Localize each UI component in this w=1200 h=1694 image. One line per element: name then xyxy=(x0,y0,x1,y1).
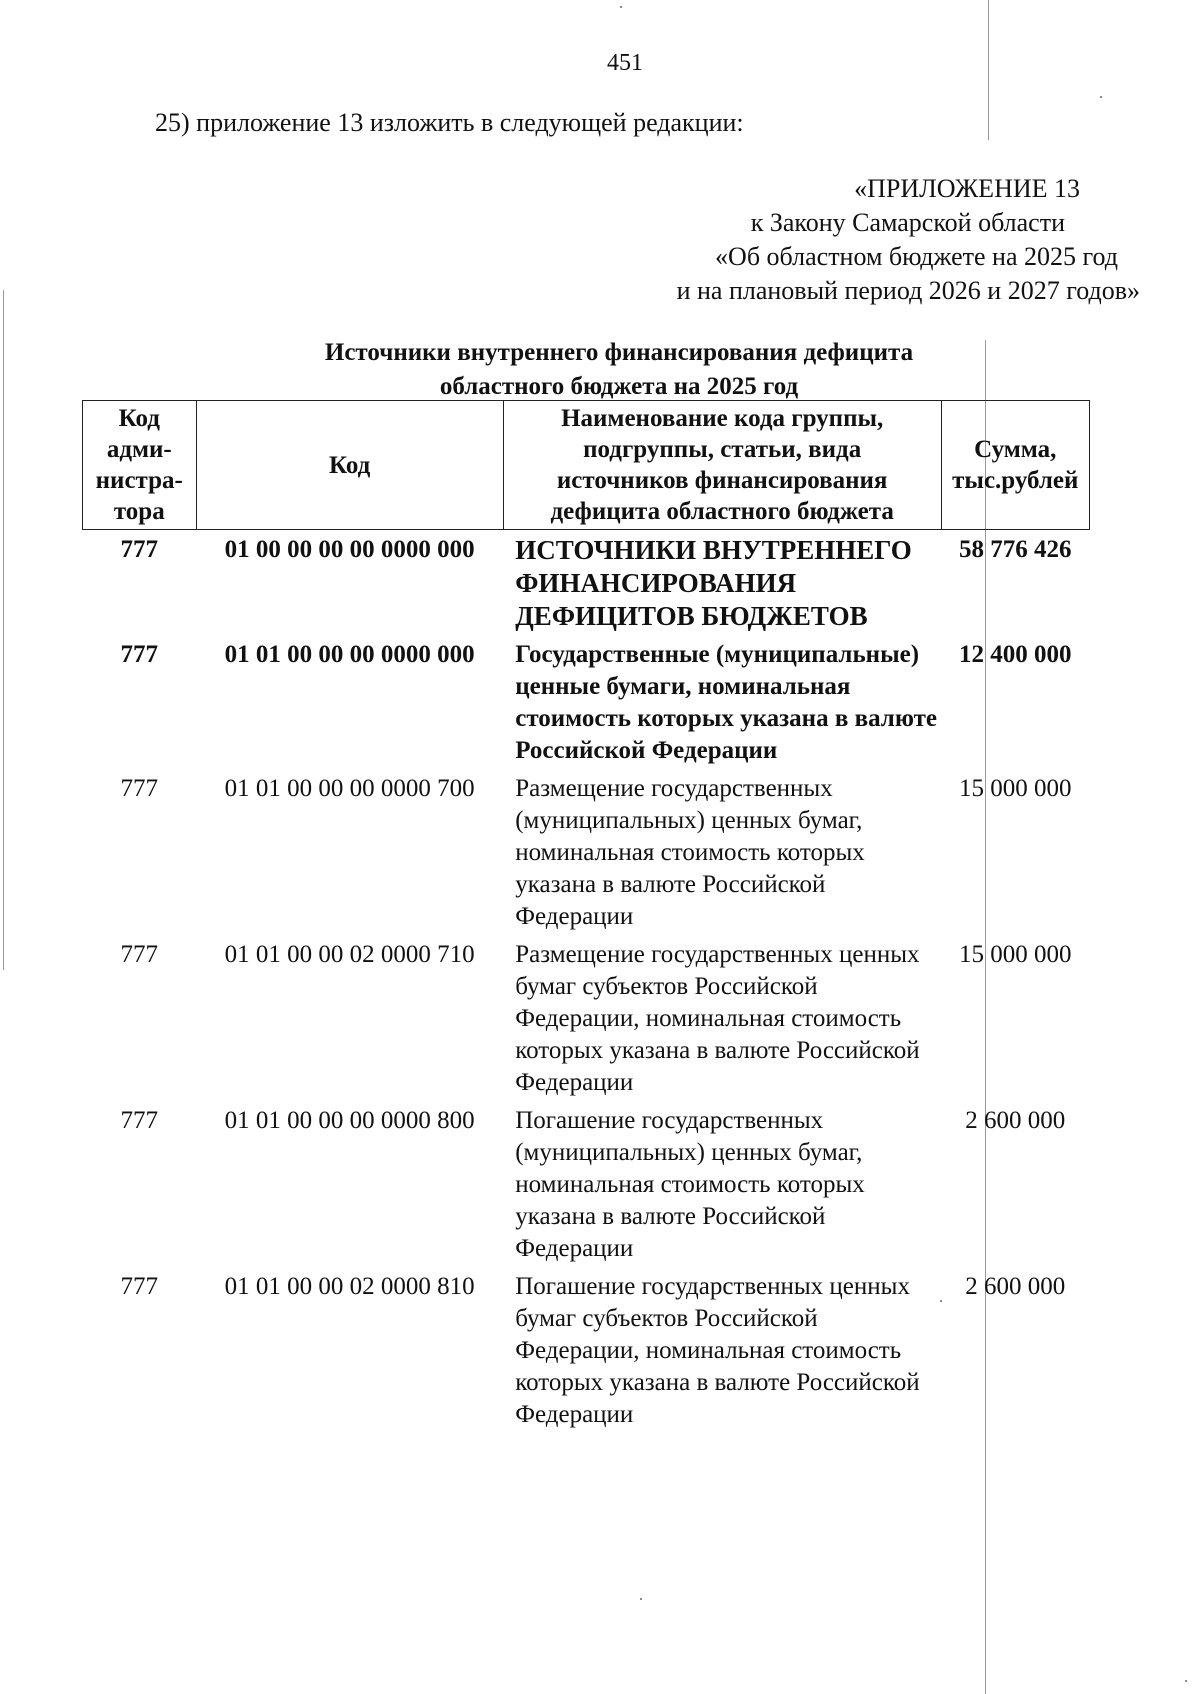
appendix-line: «ПРИЛОЖЕНИЕ 13 xyxy=(854,174,1080,203)
appendix-heading xyxy=(677,172,1140,308)
row-name: Размещение государственных (муниципальных) ценных бумаг, номинальная стоимость которых указана в валюте Российской Федерации xyxy=(515,775,865,930)
title-line: Источники внутреннего финансирования дефицита xyxy=(324,339,914,366)
appendix-line: «Об областном бюджете на 2025 год xyxy=(715,242,1118,271)
row-name: Размещение государственных ценных бумаг субъектов Российской Федерации, номинальная стоимость которых указана в валюте Российской Федерации xyxy=(515,941,920,1096)
row-admin-code: 777 xyxy=(120,1273,159,1300)
page-number: 451 xyxy=(607,50,643,76)
title-line: областного бюджета на 2025 год xyxy=(439,373,799,400)
row-amount: 15 000 000 xyxy=(959,775,1072,802)
row-amount: 15 000 000 xyxy=(959,941,1072,968)
row-name: Погашение государственных ценных бумаг субъектов Российской Федерации, номинальная стоимость которых указана в валюте Российской Федерации xyxy=(515,1273,920,1428)
row-admin-code: 777 xyxy=(120,536,159,563)
table-header-row xyxy=(83,401,1090,530)
row-code: 01 01 00 00 02 0000 710 xyxy=(224,941,475,968)
table-row xyxy=(83,635,1090,769)
row-amount: 58 776 426 xyxy=(959,536,1072,563)
row-admin-code: 777 xyxy=(120,775,159,802)
scan-speck xyxy=(1185,1680,1187,1682)
row-name: Погашение государственных (муниципальных) ценных бумаг, номинальная стоимость которых указана в валюте Российской Федерации xyxy=(515,1107,865,1262)
row-admin-code: 777 xyxy=(120,941,159,968)
header-amount: Сумма, тыс.рублей xyxy=(941,401,1089,530)
table-row xyxy=(83,1101,1090,1267)
table-row xyxy=(83,769,1090,935)
header-admin-code: Код адми- нистра- тора xyxy=(83,401,197,530)
intro-text: 25) приложение 13 изложить в следующей редакции: xyxy=(155,108,744,137)
header-code: Код xyxy=(196,401,503,530)
row-code: 01 01 00 00 02 0000 810 xyxy=(224,1273,475,1300)
scan-speck xyxy=(620,6,622,8)
row-code: 01 00 00 00 00 0000 000 xyxy=(224,536,475,563)
scan-edge-line-left xyxy=(3,290,4,970)
row-code: 01 01 00 00 00 0000 800 xyxy=(224,1107,475,1134)
table-row xyxy=(83,1267,1090,1433)
document-title xyxy=(284,336,954,404)
appendix-line: и на плановый период 2026 и 2027 годов» xyxy=(676,276,1140,305)
budget-sources-table xyxy=(82,400,1090,1433)
table-row xyxy=(83,935,1090,1101)
row-amount: 2 600 000 xyxy=(965,1273,1066,1300)
table-row xyxy=(83,530,1090,636)
row-amount: 12 400 000 xyxy=(959,641,1072,668)
row-code: 01 01 00 00 00 0000 700 xyxy=(224,775,475,802)
row-amount: 2 600 000 xyxy=(965,1107,1066,1134)
scan-speck xyxy=(1100,96,1102,98)
header-name: Наименование кода группы, подгруппы, статьи, вида источников финансирования дефицита областного бюджета xyxy=(503,401,941,530)
row-name: Государственные (муниципальные) ценные бумаги, номинальная стоимость которых указана в валюте Российской Федерации xyxy=(515,641,937,764)
row-code: 01 01 00 00 00 0000 000 xyxy=(224,641,475,668)
scan-speck xyxy=(640,1598,642,1600)
row-admin-code: 777 xyxy=(120,1107,159,1134)
appendix-line: к Закону Самарской области xyxy=(750,208,1065,237)
row-name: ИСТОЧНИКИ ВНУТРЕННЕГО ФИНАНСИРОВАНИЯ ДЕФИЦИТОВ БЮДЖЕТОВ xyxy=(515,535,912,631)
row-admin-code: 777 xyxy=(120,641,159,668)
